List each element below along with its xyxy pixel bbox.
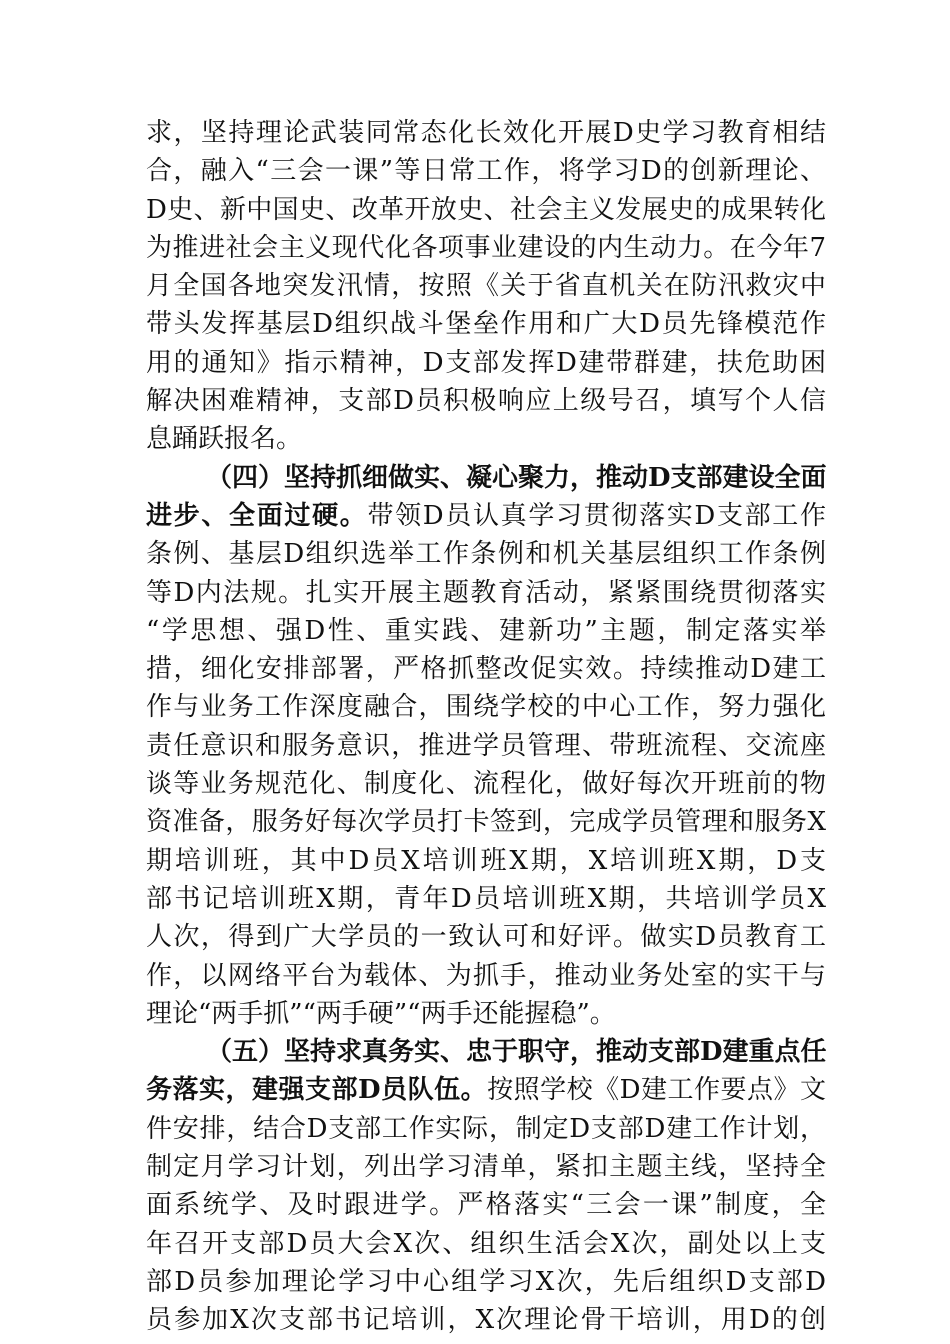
text-line: D史、新中国史、改革开放史、社会主义发展史的成果转化 xyxy=(146,194,826,225)
text-line: 月全国各地突发汛情，按照《关于省直机关在防汛救灾中 xyxy=(146,271,826,302)
text-line: 人次，得到广大学员的一致认可和好评。做实D员教育工 xyxy=(146,922,826,953)
text-run: 按照学校《D建工作要点》文 xyxy=(487,1075,826,1106)
section-heading-four: （四）坚持抓细做实、凝心聚力，推动D支部建设全面 xyxy=(206,462,827,493)
text-line: 资准备，服务好每次学员打卡签到，完成学员管理和服务X xyxy=(146,807,826,838)
text-line: “学思想、强D性、重实践、建新功”主题，制定落实举 xyxy=(146,615,826,646)
text-line xyxy=(146,1071,826,1109)
text-line: 求，坚持理论武装同常态化长效化开展D史学习教育相结 xyxy=(146,118,826,148)
section-heading-four-cont: 进步、全面过硬。 xyxy=(146,500,368,531)
text-line: 用的通知》指示精神，D支部发挥D建带群建，扶危助困 xyxy=(146,347,826,378)
text-line: 件安排，结合D支部工作实际，制定D支部D建工作计划， xyxy=(146,1113,826,1144)
section-heading-five-cont: 务落实，建强支部D员队伍。 xyxy=(146,1075,488,1106)
text-line: 部D员参加理论学习中心组学习X次，先后组织D支部D xyxy=(146,1266,826,1297)
text-line: 等D内法规。扎实开展主题教育活动，紧紧围绕贯彻落实 xyxy=(146,577,826,608)
text-line: 措，细化安排部署，严格抓整改促实效。持续推动D建工 xyxy=(146,654,826,685)
text-line: 年召开支部D员大会X次、组织生活会X次，副处以上支 xyxy=(146,1228,826,1259)
text-line: 为推进社会主义现代化各项事业建设的内生动力。在今年7 xyxy=(146,232,826,263)
text-line: 作与业务工作深度融合，围绕学校的中心工作，努力强化 xyxy=(146,692,826,723)
text-line: 条例、基层D组织选举工作条例和机关基层组织工作条例 xyxy=(146,539,826,570)
text-line: 员参加X次支部书记培训，X次理论骨干培训，用D的创 xyxy=(146,1305,826,1336)
text-line: 期培训班，其中D员X培训班X期，X培训班X期，D支 xyxy=(146,845,826,876)
section-heading-line xyxy=(146,1033,826,1071)
text-run: 带领D员认真学习贯彻落实D支部工作 xyxy=(367,500,826,531)
text-line: 部书记培训班X期，青年D员培训班X期，共培训学员X xyxy=(146,883,826,914)
text-line: 合，融入“三会一课”等日常工作，将学习D的创新理论、 xyxy=(146,156,826,187)
text-line: 解决困难精神，支部D员积极响应上级号召，填写个人信 xyxy=(146,386,826,417)
document-body xyxy=(146,114,826,1340)
text-line: 息踊跃报名。 xyxy=(146,424,303,455)
text-line xyxy=(146,497,826,535)
text-line: 责任意识和服务意识，推进学员管理、带班流程、交流座 xyxy=(146,730,826,761)
text-line: 带头发挥基层D组织战斗堡垒作用和广大D员先锋模范作 xyxy=(146,309,826,340)
section-heading-five: （五）坚持求真务实、忠于职守，推动支部D建重点任 xyxy=(206,1037,827,1068)
text-line: 理论“两手抓”“两手硬”“两手还能握稳”。 xyxy=(146,998,616,1029)
text-line: 作，以网络平台为载体、为抓手，推动业务处室的实干与 xyxy=(146,960,826,991)
section-heading-line xyxy=(146,459,826,497)
text-line: 制定月学习计划，列出学习清单，紧扣主题主线，坚持全 xyxy=(146,1152,826,1183)
text-line: 谈等业务规范化、制度化、流程化，做好每次开班前的物 xyxy=(146,769,826,800)
text-line: 面系统学、及时跟进学。严格落实“三会一课”制度，全 xyxy=(146,1190,826,1221)
